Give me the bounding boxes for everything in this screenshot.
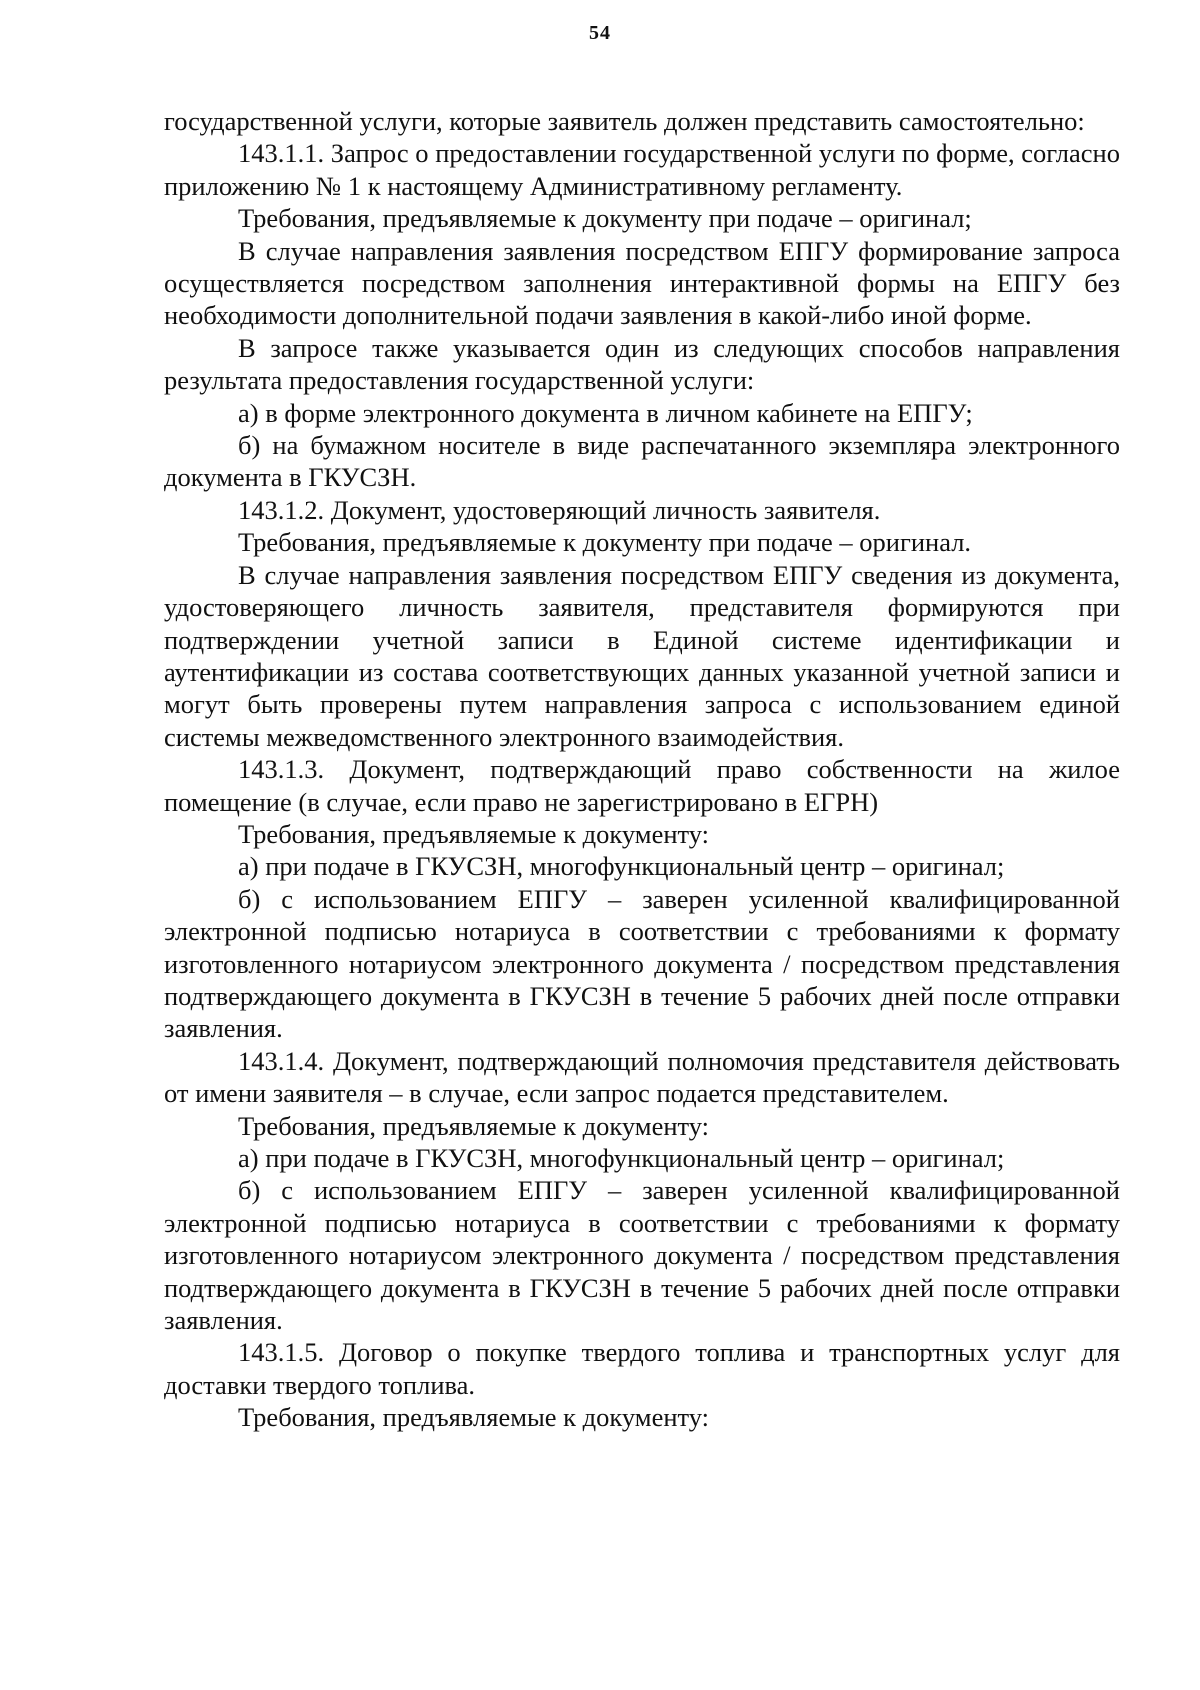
paragraph-143-1-5: 143.1.5. Договор о покупке твердого топлива и транспортных услуг для доставки твердого топлива. (164, 1337, 1120, 1400)
list-item-b: б) с использованием ЕПГУ – заверен усиленной квалифицированной электронной подписью нотариуса в соответствии с требованиями к формату изготовленного нотариусом электронного документа / посредством представления подтверждающего документа в ГКУСЗН в течение 5 рабочих дней после отправки заявления. (164, 1175, 1120, 1336)
paragraph-143-1-1: 143.1.1. Запрос о предоставлении государственной услуги по форме, согласно приложению № 1 к настоящему Административному регламенту. (164, 138, 1120, 201)
paragraph-requirements: Требования, предъявляемые к документу: (238, 1110, 710, 1141)
document-body (164, 105, 1120, 1434)
list-item-b: б) с использованием ЕПГУ – заверен усиленной квалифицированной электронной подписью нотариуса в соответствии с требованиями к формату изготовленного нотариусом электронного документа / посредством представления подтверждающего документа в ГКУСЗН в течение 5 рабочих дней после отправки заявления. (164, 883, 1120, 1044)
paragraph-epgu-request: В случае направления заявления посредством ЕПГУ формирование запроса осуществляется посредством заполнения интерактивной формы на ЕПГУ без необходимости дополнительной подачи заявления в какой-либо иной форме. (164, 235, 1120, 331)
paragraph-143-1-4: 143.1.4. Документ, подтверждающий полномочия представителя действовать от имени заявителя – в случае, если запрос подается представителем. (164, 1045, 1120, 1109)
list-item-a: а) при подаче в ГКУСЗН, многофункциональный центр – оригинал; (238, 851, 1005, 882)
paragraph-identity-data: В случае направления заявления посредством ЕПГУ сведения из документа, удостоверяющего личность заявителя, представителя формируются при подтверждении учетной записи в Единой системе идентификации и аутентификации из состава соответствующих данных указанной учетной записи и могут быть проверены путем направления запроса с использованием единой системы межведомственного электронного взаимодействия. (164, 559, 1120, 752)
paragraph-requirements: Требования, предъявляемые к документу при подаче – оригинал; (238, 203, 972, 234)
list-item-b: б) на бумажном носителе в виде распечатанного экземпляра электронного документа в ГКУСЗН. (164, 430, 1120, 493)
page-number: 54 (589, 22, 611, 44)
list-item-a: а) в форме электронного документа в личном кабинете на ЕПГУ; (238, 397, 973, 428)
paragraph-requirements: Требования, предъявляемые к документу: (238, 1402, 710, 1433)
list-item-a: а) при подаче в ГКУСЗН, многофункциональный центр – оригинал; (238, 1143, 1005, 1173)
paragraph-143-1-3: 143.1.3. Документ, подтверждающий право собственности на жилое помещение (в случае, если право не зарегистрировано в ЕГРН) (164, 754, 1120, 817)
paragraph-continuation: государственной услуги, которые заявитель должен представить самостоятельно: (164, 106, 1085, 136)
paragraph-requirements: Требования, предъявляемые к документу при подаче – оригинал. (238, 527, 972, 558)
paragraph-143-1-2: 143.1.2. Документ, удостоверяющий личность заявителя. (238, 494, 881, 525)
paragraph-result-methods: В запросе также указывается один из следующих способов направления результата предоставления государственной услуги: (164, 332, 1120, 396)
paragraph-requirements: Требования, предъявляемые к документу: (238, 818, 710, 849)
